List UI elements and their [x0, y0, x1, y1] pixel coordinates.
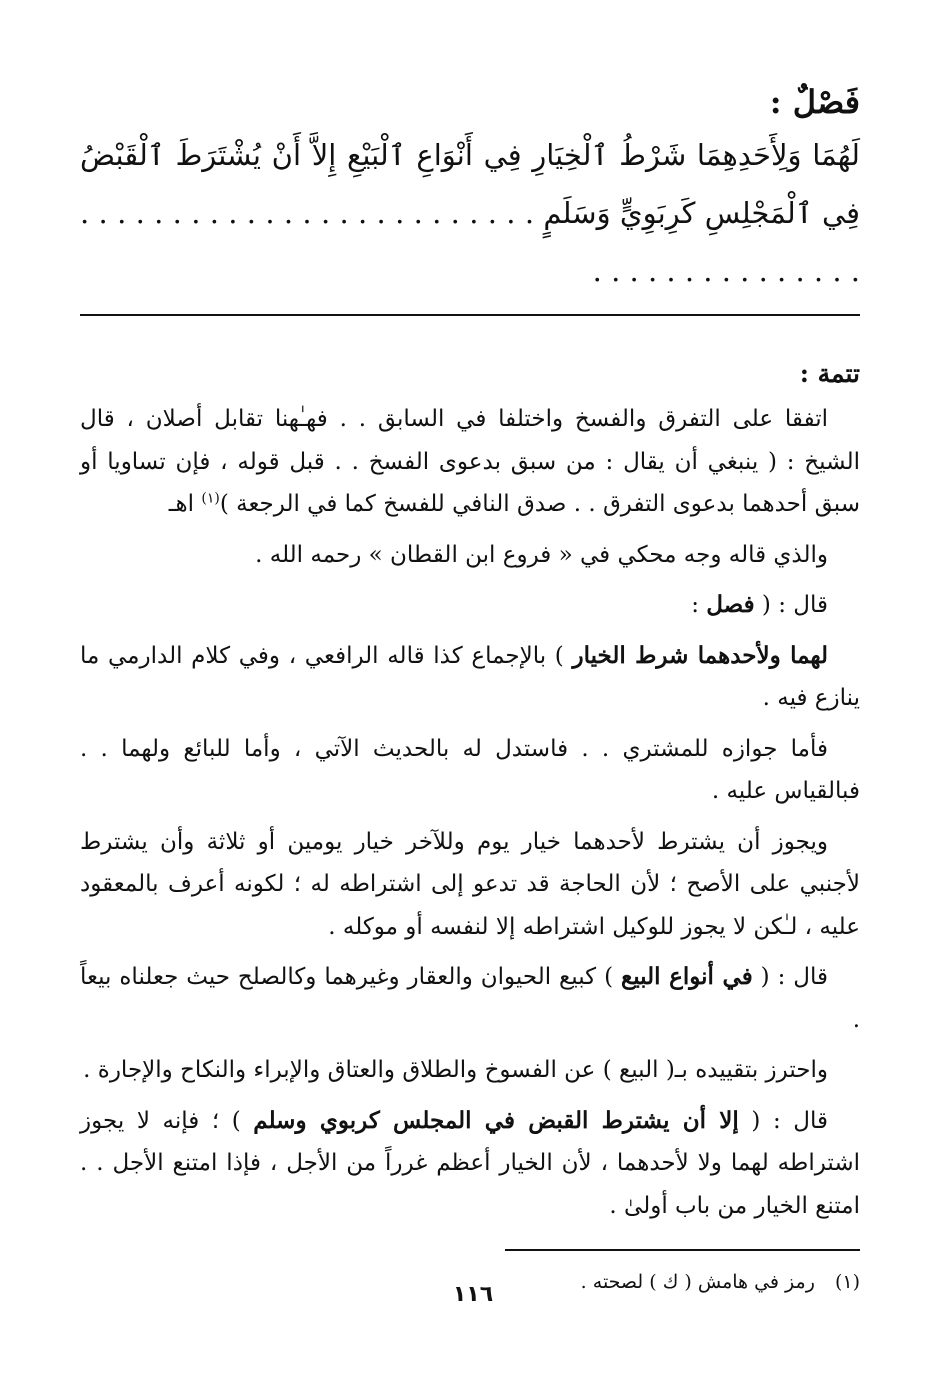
paragraph-1-tail: اهـ — [168, 491, 202, 517]
paragraph-7 — [80, 956, 860, 1041]
matn-heading: فَصْلٌ : — [769, 83, 860, 121]
matn-divider — [80, 314, 860, 316]
paragraph-9 — [80, 1100, 860, 1228]
paragraph-7-quote: في أنواع البيع — [620, 963, 753, 990]
paragraph-4-quote: لهما ولأحدهما شرط الخيار — [572, 641, 828, 669]
paragraph-3 — [80, 584, 860, 627]
paragraph-1 — [80, 398, 860, 526]
paragraph-2: والذي قاله وجه محكي في « فروع ابن القطان » رحمه الله . — [255, 541, 828, 568]
footnote-number: (١) — [834, 1271, 860, 1293]
paragraph-3-quote: فصل — [706, 591, 755, 618]
paragraph-8: واحترز بتقييده بـ( البيع ) عن الفسوخ والطلاق والعتاق والإبراء والنكاح والإجارة . — [83, 1057, 828, 1083]
page-number: ١١٦ — [452, 1282, 494, 1307]
paragraph-7-lead: قال : ( — [752, 964, 828, 990]
footnote-text: رمز في هامش ( ك ) لصحته . — [580, 1271, 815, 1293]
paragraph-9-lead: قال : ( — [738, 1107, 828, 1134]
footnote-divider — [505, 1249, 860, 1251]
paragraph-3-tail: : — [691, 592, 707, 618]
sharh-heading: تتمة : — [799, 359, 860, 388]
paragraph-4 — [80, 635, 860, 720]
matn-line-1: لَهُمَا وَلِأَحَدِهِمَا شَرْطُ ٱلْخِيَارِ فِي أَنْوَاعِ ٱلْبَيْعِ إِلاَّ أَنْ يُشْتَرَطَ ٱلْقَبْضُ فِي ٱلْمَجْلِسِ — [80, 138, 861, 230]
paragraph-3-lead: قال : ( — [754, 592, 828, 618]
page-content — [80, 70, 860, 1297]
matn-line-2: كَرِبَوِيٍّ وَسَلَمٍ — [543, 196, 696, 230]
matn-text — [80, 126, 860, 300]
paragraph-4-tail: ) بالإجماع كذا قاله الرافعي ، وفي كلام الدارمي ما ينازع فيه . — [80, 642, 860, 711]
paragraph-6: ويجوز أن يشترط لأحدهما خيار يوم وللآخر خيار يومين أو ثلاثة وأن يشترط لأجنبي على الأصح ؛ لأن الحاجة قد تدعو إلى اشتراطه له ؛ لكونه أعرف بالمعقود عليه ، لـٰكن لا يجوز للوكيل اشتراطه إلا لنفسه أو موكله . — [80, 828, 860, 940]
footnote-marker[interactable]: (١) — [201, 490, 220, 507]
paragraph-1-text: اتفقا على التفرق والفسخ واختلفا في السابق . . فهـٰهنا تقابل أصلان ، قال الشيخ : ( ينبغي أن يقال : من سبق بدعوى الفسخ . . قبل قوله ، فإن تساويا أو سبق أحدهما بدعوى التفرق . . صدق النافي للفسخ كما في الرجعة ) — [80, 406, 860, 517]
paragraph-9-tail: ) ؛ فإنه لا يجوز اشتراطه لهما ولا لأحدهما ، لأن الخيار أعظم غرراً من الأجل ، فإذا امتنع الأجل . . امتنع الخيار من باب أولىٰ . — [80, 1107, 860, 1219]
paragraph-5: فأما جوازه للمشتري . . فاستدل له بالحديث الآتي ، وأما للبائع ولهما . . فبالقياس عليه . — [80, 735, 860, 804]
paragraph-9-quote: إلا أن يشترط القبض في المجلس كربوي وسلم — [253, 1106, 739, 1134]
matn-dots: . . . . . . . . . . . . . . . . . . . . . . . . . . . . . . . . . . . . . . . . — [80, 196, 860, 288]
paragraph-7-tail: ) كبيع الحيوان والعقار وغيرهما وكالصلح حيث جعلناه بيعاً . — [80, 964, 860, 1033]
